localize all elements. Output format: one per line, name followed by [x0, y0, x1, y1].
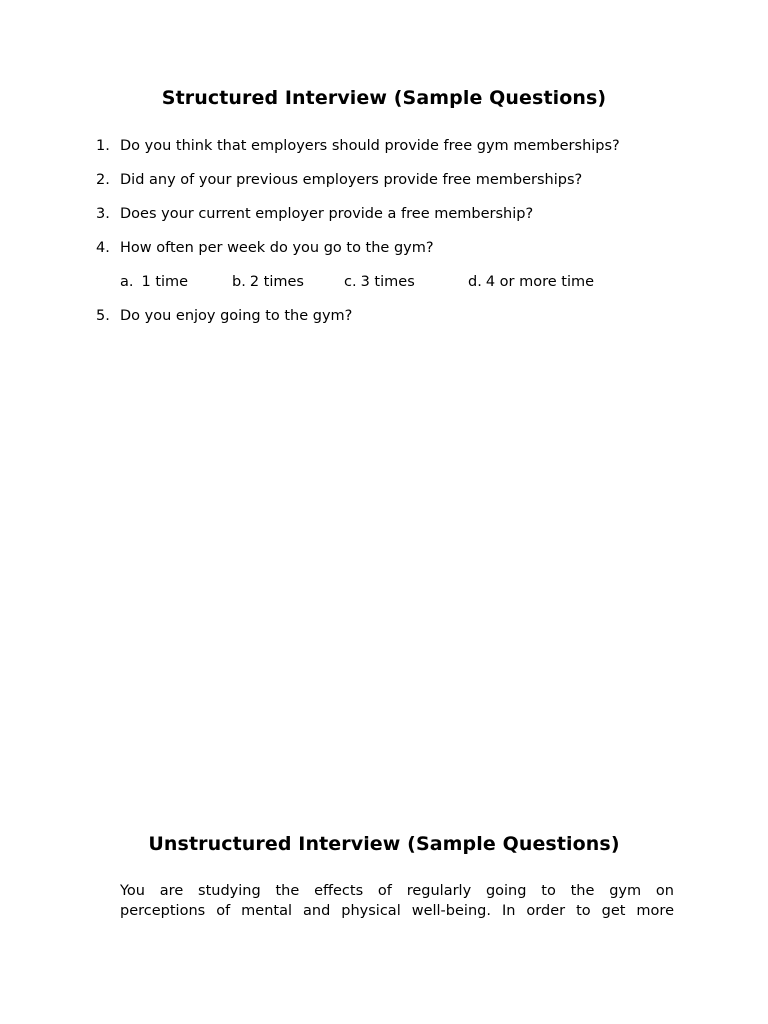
answer-option-b [232, 273, 304, 291]
answer-option-a [120, 273, 188, 291]
question-text: Did any of your previous employers provide free memberships? [120, 172, 583, 188]
option-text: 1 time [141, 274, 189, 290]
question-item [96, 307, 352, 325]
answer-option-c [344, 273, 415, 291]
option-text: 3 times [360, 274, 415, 290]
option-letter: c. [344, 274, 357, 290]
option-text: 2 times [249, 274, 304, 290]
structured-interview-title: Structured Interview (Sample Questions) [161, 87, 607, 109]
option-letter: d. [468, 274, 482, 290]
paragraph-line: You are studying the effects of regularly going to the gym on [120, 883, 674, 899]
question-number: 3. [96, 206, 110, 222]
question-text: Does your current employer provide a free membership? [120, 206, 534, 222]
question-number: 5. [96, 308, 110, 324]
question-number: 4. [96, 240, 110, 256]
paragraph-line: perceptions of mental and physical well-being. In order to get more [120, 903, 674, 919]
option-letter: b. [232, 274, 246, 290]
option-text: 4 or more time [485, 274, 595, 290]
question-text: Do you think that employers should provide free gym memberships? [120, 138, 620, 154]
question-item [96, 205, 533, 223]
question-item [96, 137, 620, 155]
unstructured-interview-title: Unstructured Interview (Sample Questions) [148, 833, 620, 855]
question-text: How often per week do you go to the gym? [120, 240, 434, 256]
question-number: 1. [96, 138, 110, 154]
unstructured-intro-paragraph [120, 881, 674, 921]
question-item [96, 171, 582, 189]
question-number: 2. [96, 172, 110, 188]
option-letter: a. [120, 274, 134, 290]
question-item [96, 239, 434, 257]
question-text: Do you enjoy going to the gym? [120, 308, 353, 324]
answer-option-d [468, 273, 594, 291]
